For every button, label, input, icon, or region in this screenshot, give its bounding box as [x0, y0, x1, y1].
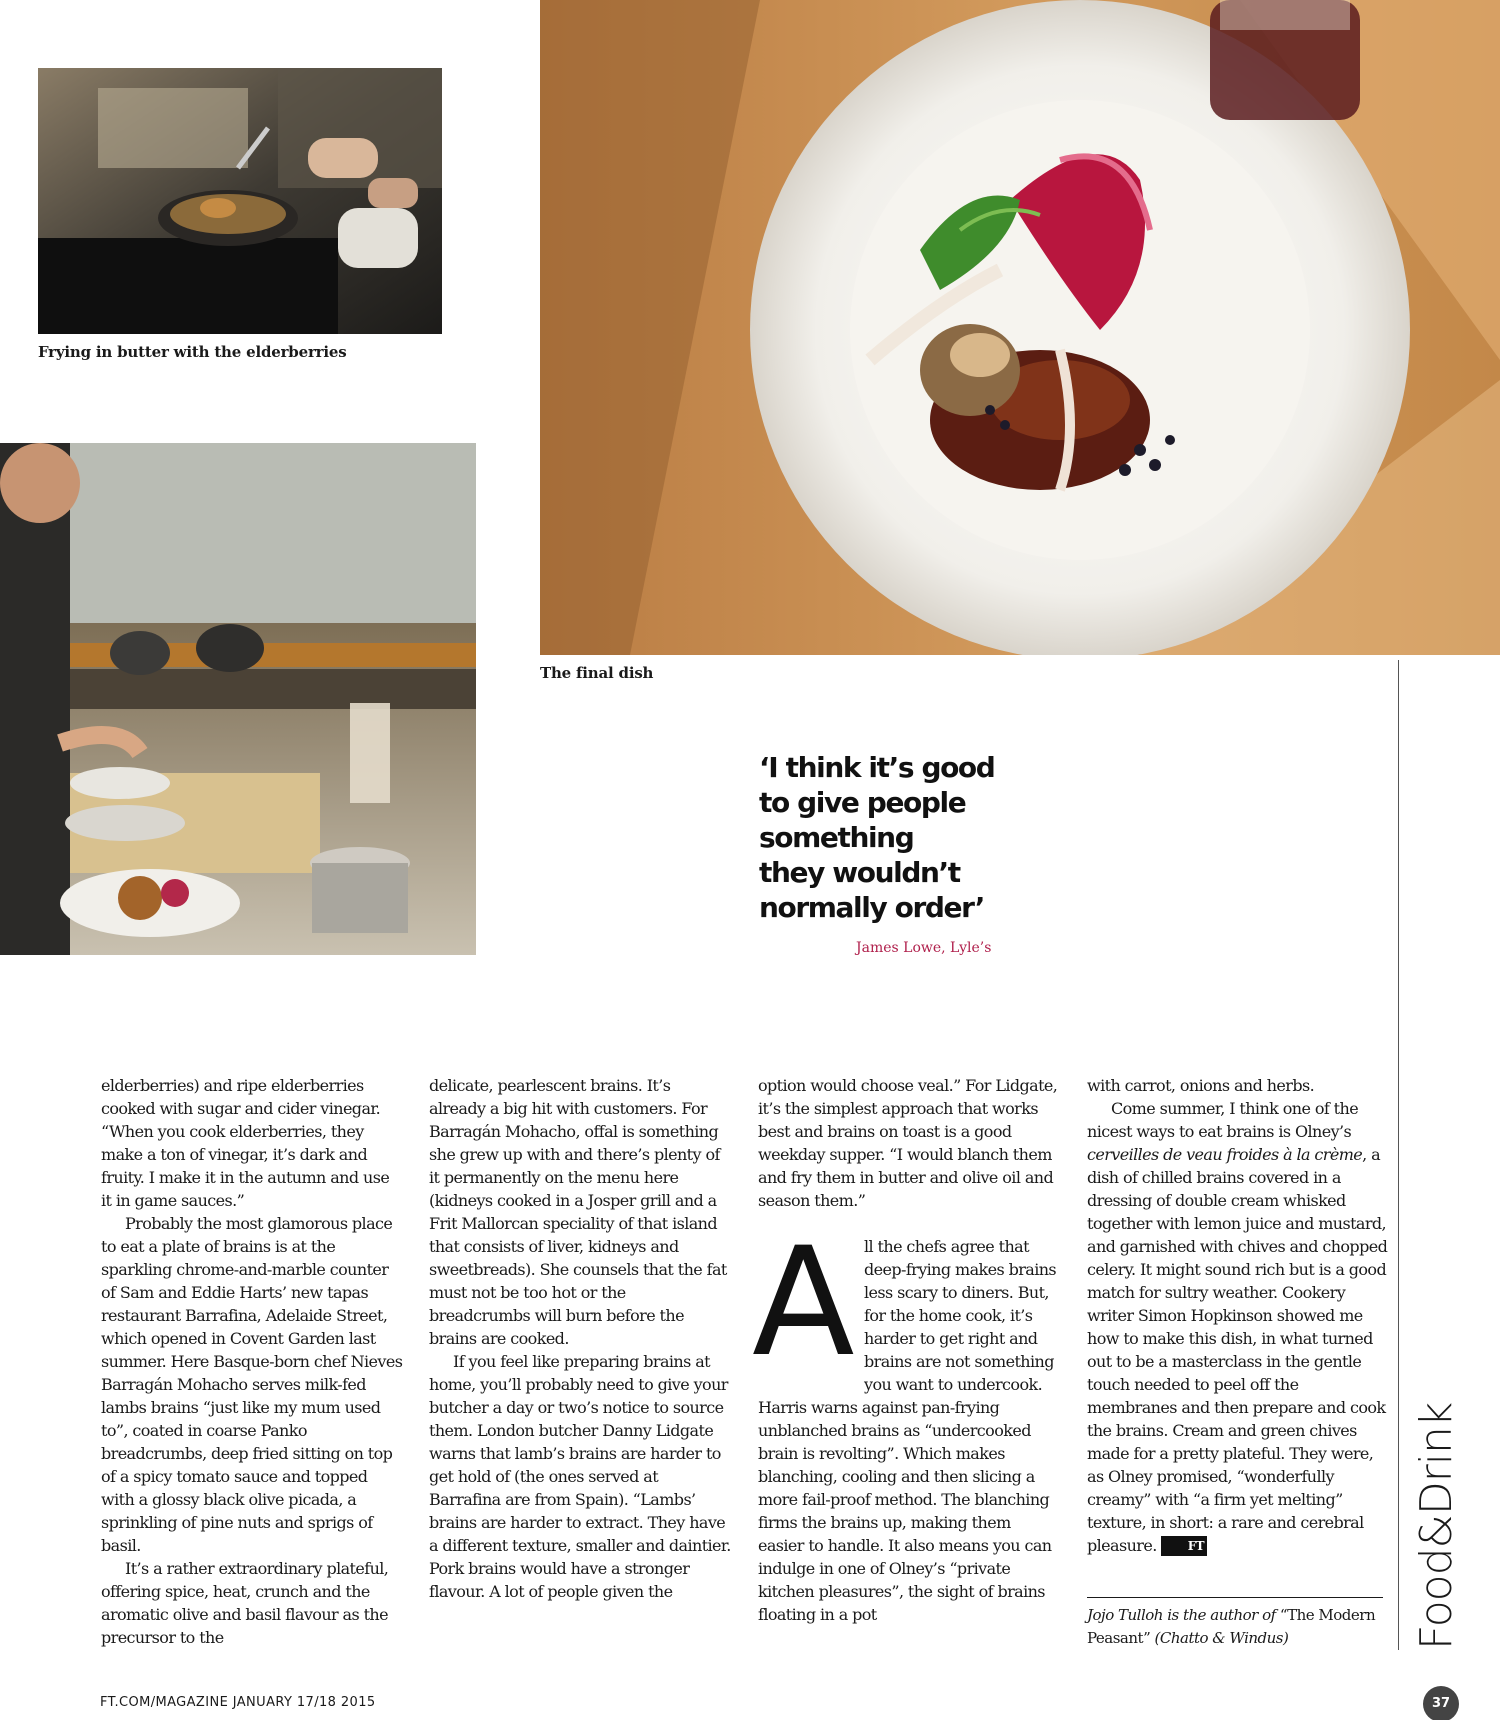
article-column-3: [752, 1074, 1060, 1626]
pull-quote-line: they wouldn’t: [759, 856, 960, 889]
bio-book-title: “The Modern Peasant”: [1087, 1606, 1376, 1647]
paragraph: If you feel like preparing brains at home, you’ll probably need to give your butcher a day or two’s notice to source them. London butcher Danny Lidgate warns that lamb’s brains are harder to get hold of (the ones served at Barrafina are from Spain). “Lambs’ brains are harder to extract. They have a different texture, smaller and daintier. Pork brains would have a stronger flavour. A lot of people given the: [429, 1352, 731, 1601]
paragraph: option would choose veal.” For Lidgate, it’s the simplest approach that works best and brains on toast is a good weekday supper. “I would blanch them and fry them in butter and olive oil and season them.”: [758, 1076, 1058, 1210]
paragraph: with carrot, onions and herbs.: [1087, 1076, 1315, 1095]
pull-quote: [759, 750, 1059, 925]
paragraph: It’s a rather extraordinary plateful, offering spice, heat, crunch and the aromatic olive and basil flavour as the precursor to the: [101, 1559, 389, 1647]
paragraph: Probably the most glamorous place to eat a plate of brains is at the sparkling chrome-and-marble counter of Sam and Eddie Harts’ new tapas restaurant Barrafina, Adelaide Street, which opened in Covent Garden last summer. Here Basque-born chef Nieves Barragán Mohacho serves milk-fed lambs brains “just like my mum used to”, coated in coarse Panko breadcrumbs, deep fried sitting on top of a spicy tomato sauce and topped with a glossy black olive picada, a sprinkling of pine nuts and sprigs of basil.: [101, 1214, 403, 1555]
bio-text: Jojo Tulloh is the author of: [1087, 1606, 1280, 1624]
drop-cap-paragraph-text: ll the chefs agree that deep-frying makes brains less scary to diners. But, for the home cook, it’s harder to get right and brains are not something you want to undercook. Harris warns against pan-frying unblanched brains as “undercooked brain is revolting”. Which makes blanching, cooling and then slicing a more fail-proof method. The blanching firms the brains up, making them easier to handle. It also means you can indulge in one of Olney’s “private kitchen pleasures”, the sight of brains floating in a pot: [758, 1237, 1057, 1624]
ft-end-mark: FT: [1161, 1536, 1207, 1556]
photo-chef-plating: [0, 443, 476, 955]
drop-cap: A: [752, 1216, 855, 1390]
article-column-2: [429, 1074, 731, 1603]
paragraph-text: Come summer, I think one of the nicest ways to eat brains is Olney’s: [1087, 1099, 1359, 1141]
pull-quote-line: ‘I think it’s good: [759, 751, 995, 784]
paragraph-text: , a dish of chilled brains covered in a dressing of double cream whisked together with lemon juice and mustard, and garnished with chives and chopped celery. It might sound rich but is a good match for sultry weather. Cookery writer Simon Hopkinson showed me how to make this dish, in what turned out to be a masterclass in the gentle touch needed to peel off the membranes and then prepare and cook the brains. Cream and green chives made for a pretty plateful. They were, as Olney promised, “wonderfully creamy” with “a firm yet melting” texture, in short: a rare and cerebral pleasure.: [1087, 1145, 1388, 1555]
section-rule: [1398, 660, 1399, 1650]
photo-frying-caption: Frying in butter with the elderberries: [38, 343, 347, 361]
photo-final-dish: [540, 0, 1500, 655]
paragraph: delicate, pearlescent brains. It’s already a big hit with customers. For Barragán Mohacho, offal is something she grew up with and there’s plenty of it permanently on the menu here (kidneys cooked in a Josper grill and a Frit Mallorcan speciality of that island that consists of liver, kidneys and sweetbreads). She counsels that the fat must not be too hot or the breadcrumbs will burn before the brains are cooked.: [429, 1076, 727, 1348]
pull-quote-line: to give people: [759, 786, 966, 819]
photo-frying: [38, 68, 442, 334]
drop-cap-paragraph: [752, 1216, 1060, 1626]
bio-publisher: (Chatto & Windus): [1150, 1629, 1289, 1647]
paragraph: elderberries) and ripe elderberries cooked with sugar and cider vinegar. “When you cook elderberries, they make a ton of vinegar, it’s dark and fruity. I make it in the autumn and use it in game sauces.”: [101, 1076, 390, 1210]
bio-divider: [1087, 1597, 1383, 1598]
page-number: 37: [1423, 1686, 1459, 1720]
photo-final-dish-caption: The final dish: [540, 664, 654, 682]
footer-publication: FT.COM/MAGAZINE JANUARY 17/18 2015: [100, 1695, 376, 1710]
pull-quote-line: something: [759, 821, 914, 854]
dish-name: cerveilles de veau froides à la crème: [1087, 1145, 1363, 1164]
section-label-text: Food&Drink: [1411, 1402, 1462, 1650]
pull-quote-attribution: James Lowe, Lyle’s: [856, 940, 992, 956]
paragraph: [1087, 1097, 1389, 1557]
author-bio: [1087, 1604, 1387, 1650]
pull-quote-line: normally order’: [759, 891, 984, 924]
article-column-1: [101, 1074, 403, 1649]
article-column-4: [1087, 1074, 1389, 1557]
